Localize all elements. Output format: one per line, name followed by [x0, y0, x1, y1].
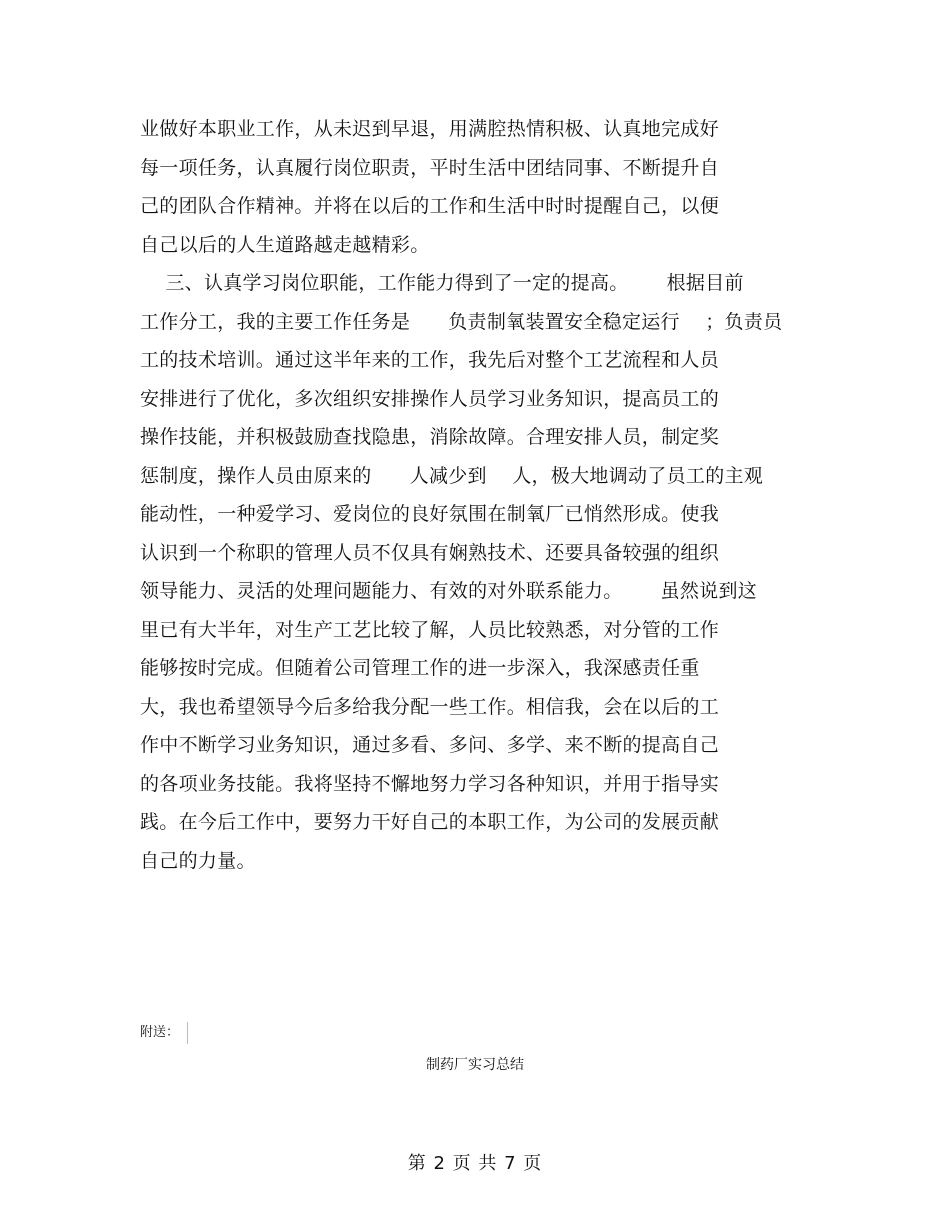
text-line: 业做好本职业工作，从未迟到早退，用满腔热情积极、认真地完成好 [140, 118, 720, 140]
text-line: 能动性，一种爱学习、爱岗位的良好氛围在制氧厂已悄然形成。使我 [140, 503, 720, 525]
text-line: 能够按时完成。但随着公司管理工作的进一步深入，我深感责任重 [140, 657, 700, 679]
text-line: 操作技能，并积极鼓励查找隐患，消除故障。合理安排人员，制定奖 [140, 426, 720, 448]
text-line: 安排进行了优化，多次组织安排操作人员学习业务知识，提高员工的 [140, 387, 720, 410]
text-line: 作中不断学习业务知识，通过多看、多问、多学、来不断的提高自己 [140, 734, 720, 756]
text-line: 领导能力、灵活的处理问题能力、有效的对外联系能力。 虽然说到这 [140, 580, 758, 602]
text-line: 工作分工，我的主要工作任务是 负责制氧装置安全稳定运行 ；负责员 [140, 310, 783, 333]
appendix-divider [187, 1022, 188, 1044]
text-line: 自己以后的人生道路越走越精彩。 [140, 233, 430, 256]
appendix-title: 制药厂实习总结 [426, 1057, 524, 1073]
text-line: 里已有大半年，对生产工艺比较了解，人员比较熟悉，对分管的工作 [140, 618, 720, 641]
body-text [140, 110, 820, 880]
page-footer: 第 2 页 共 7 页 [407, 1153, 543, 1174]
text-line: 每一项任务，认真履行岗位职责，平时生活中团结同事、不断提升自 [140, 156, 720, 179]
text-line: 己的团队合作精神。并将在以后的工作和生活中时时提醒自己，以便 [140, 195, 720, 217]
appendix-label: 附送： [140, 1025, 180, 1040]
appendix [140, 1022, 188, 1044]
text-line: 践。在今后工作中，要努力干好自己的本职工作，为公司的发展贡献 [140, 811, 720, 833]
text-line: 自己的力量。 [140, 849, 256, 872]
text-line: 惩制度，操作人员由原来的 人减少到 人，极大地调动了员工的主观 [140, 464, 764, 487]
text-line: 大，我也希望领导今后多给我分配一些工作。相信我，会在以后的工 [140, 695, 720, 718]
text-line: 三、认真学习岗位职能，工作能力得到了一定的提高。 根据目前 [140, 272, 744, 294]
text-line: 的各项业务技能。我将坚持不懈地努力学习各种知识，并用于指导实 [140, 772, 720, 795]
text-line: 工的技术培训。通过这半年来的工作，我先后对整个工艺流程和人员 [140, 349, 720, 371]
text-line: 认识到一个称职的管理人员不仅具有娴熟技术、还要具备较强的组织 [140, 541, 720, 564]
